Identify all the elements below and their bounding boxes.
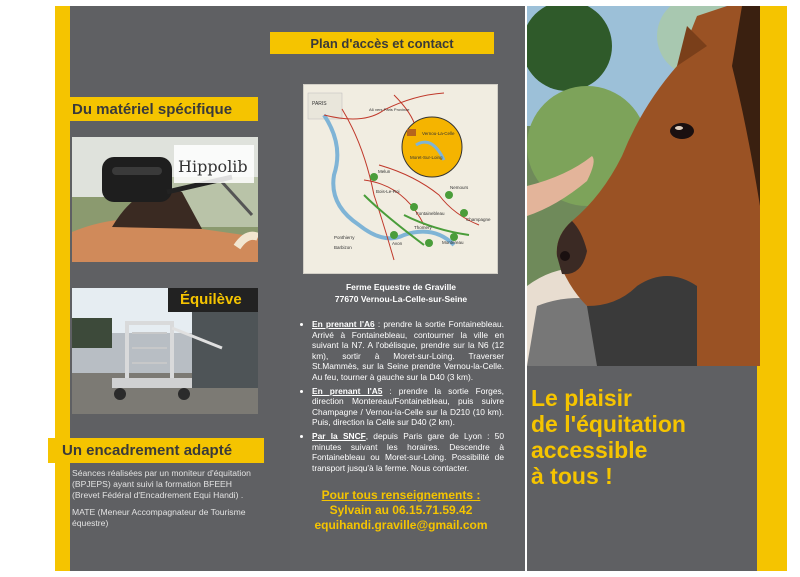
heading-supervision: Un encadrement adapté xyxy=(62,442,233,459)
direction-text: , depuis Paris gare de Lyon : 50 minutes suivant les horaires. Descendre à Fontainebleau ou Moret-sur-Loing. Possibilité de transport jusqu'à la ferme. Nous contacter. xyxy=(312,430,504,473)
address-line-2: 77670 Vernou-La-Celle-sur-Seine xyxy=(334,294,468,304)
supervision-text xyxy=(72,468,260,529)
direction-label: En prenant l'A5 xyxy=(312,385,383,396)
map-label-champagne: Champagne xyxy=(466,217,491,222)
slogan-line-4: à tous ! xyxy=(531,463,613,489)
heading-material-bar xyxy=(58,97,258,121)
map-label-melun: Melun xyxy=(378,169,391,174)
direction-text: : prendre la sortie Forges, direction Montereau/Fontainebleau, puis suivre Champagne / Vernou-la-Celle sur la D210 (10 km). Puis, direction la Celle sur D40 (2 km). xyxy=(312,385,505,428)
map-label-ponthierry: Ponthierry xyxy=(334,235,355,240)
hippolib-photo xyxy=(72,137,258,262)
slogan-block xyxy=(531,385,751,489)
heading-access-bar xyxy=(270,32,494,54)
supervision-paragraph-1: Séances réalisées par un moniteur d'équitation (BPJEPS) ayant suivi la formation BFEEH (Brevet Fédéral d'Encadrement Equi Handi) . xyxy=(72,468,251,500)
equileve-photo xyxy=(72,288,258,414)
slogan-line-3: accessible xyxy=(531,437,648,463)
equileve-label-box xyxy=(168,288,258,312)
heading-access: Plan d'accès et contact xyxy=(310,35,454,51)
map-label-bois-le-roi: Bois-Le-Roi xyxy=(376,189,400,194)
direction-item xyxy=(312,386,504,428)
equileve-label: Équilève xyxy=(180,291,242,308)
map-label-montereau: Montereau xyxy=(442,240,464,245)
slogan-line-1: Le plaisir xyxy=(531,385,632,411)
map-label-thomery: Thomery xyxy=(414,225,432,230)
contact-email: equihandi.graville@gmail.com xyxy=(314,518,488,532)
hippolib-label: Hippolib xyxy=(178,157,248,176)
direction-label: Par la SNCF xyxy=(312,430,366,441)
map-label-paris: PARIS xyxy=(312,101,327,107)
direction-label: En prenant l'A6 xyxy=(312,319,375,329)
horse-photo xyxy=(527,6,760,366)
horse-illustration xyxy=(527,6,760,366)
heading-supervision-bar xyxy=(48,438,264,463)
contact-intro: Pour tous renseignements : xyxy=(321,488,481,502)
address-block xyxy=(296,281,506,305)
access-map xyxy=(303,84,498,274)
contact-block xyxy=(296,488,506,533)
panel3-yellow-stripe xyxy=(757,6,787,571)
map-label-nemours: Nemours xyxy=(450,185,469,190)
direction-item xyxy=(312,431,504,473)
direction-item xyxy=(312,319,504,383)
contact-phone: Sylvain au 06.15.71.59.42 xyxy=(329,503,473,517)
directions-block xyxy=(300,319,504,476)
heading-material: Du matériel spécifique xyxy=(72,100,233,118)
directions-list xyxy=(300,319,504,473)
supervision-paragraph-2: MATE (Meneur Accompagnateur de Tourisme équestre) xyxy=(72,507,246,528)
map-label-vernou: Vernou-La-Celle xyxy=(422,131,455,136)
slogan-line-2: de l'équitation xyxy=(531,411,686,437)
map-label-moret: Moret-Sur-Loing xyxy=(410,155,443,160)
direction-text: : prendre la sortie Fontainebleau. Arrivé à Fontainebleau, contourner la ville en suivant la N7. A l'obélisque, prendre sur la N6 (12 km), sortir à Moret-sur-Loing. Traverser St.Mammès, sur la Seine prendre Vernou-la-Celle. Au feu, tourner à gauche sur la D40 (3 km). xyxy=(312,319,504,382)
hippolib-logo-box xyxy=(174,145,254,183)
map-label-a6: A6 vers Paris Province xyxy=(369,107,410,112)
map-label-barbizon: Barbizon xyxy=(334,245,352,250)
address-line-1: Ferme Equestre de Graville xyxy=(345,282,457,292)
map-label-avon: Avon xyxy=(392,241,403,246)
map-label-fontainebleau: Fontainebleau xyxy=(416,211,445,216)
